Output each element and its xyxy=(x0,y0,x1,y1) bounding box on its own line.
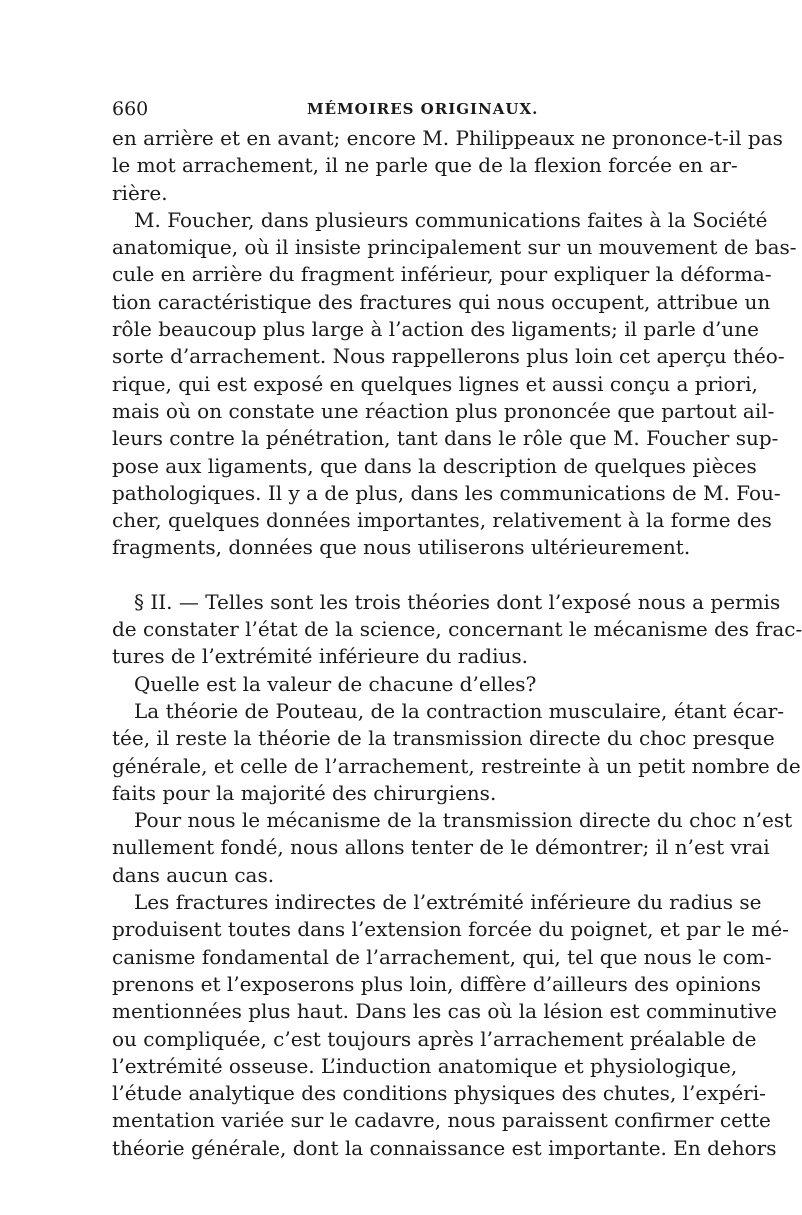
page-number: 660 xyxy=(112,98,149,120)
text-line: leurs contre la pénétration, tant dans le rôle que M. Foucher sup- xyxy=(112,426,779,451)
text-line: produisent toutes dans l’extension forcée du poignet, et par le mé- xyxy=(112,917,789,942)
text-line: Quelle est la valeur de chacune d’elles? xyxy=(134,671,537,696)
text-line: sorte d’arrachement. Nous rappellerons plus loin cet aperçu théo- xyxy=(112,344,785,369)
text-line: § II. — Telles sont les trois théories dont l’exposé nous a permis xyxy=(134,589,781,614)
text-line: pose aux ligaments, que dans la description de quelques pièces xyxy=(112,453,757,478)
text-line: Les fractures indirectes de l’extrémité inférieure du radius se xyxy=(134,890,762,915)
paragraph xyxy=(112,207,797,562)
text-line: rière. xyxy=(112,180,168,205)
text-line: prenons et l’exposerons plus loin, diffère d’ailleurs des opinions xyxy=(112,971,762,996)
text-line: cule en arrière du fragment inférieur, pour expliquer la déforma- xyxy=(112,262,772,287)
text-line: Pour nous le mécanisme de la transmission directe du choc n’est xyxy=(134,808,793,833)
running-title: MÉMOIRES ORIGINAUX. xyxy=(307,100,539,118)
text-line: tures de l’extrémité inférieure du radius. xyxy=(112,644,528,669)
text-line: l’étude analytique des conditions physiques des chutes, l’expéri- xyxy=(112,1081,766,1106)
text-line: le mot arrachement, il ne parle que de la flexion forcée en ar- xyxy=(112,153,738,178)
text-line: ou compliquée, c’est toujours après l’arrachement préalable de xyxy=(112,1026,757,1051)
page-header xyxy=(112,98,697,124)
text-line: anatomique, où il insiste principalement sur un mouvement de bas- xyxy=(112,235,797,260)
text-line: fragments, données que nous utiliserons ultérieurement. xyxy=(112,535,691,560)
paragraph xyxy=(112,125,783,207)
text-line: théorie générale, dont la connaissance est importante. En dehors xyxy=(112,1135,777,1160)
text-line: M. Foucher, dans plusieurs communications faites à la Société xyxy=(134,207,768,232)
text-line: générale, et celle de l’arrachement, restreinte à un petit nombre de xyxy=(112,753,801,778)
paragraph xyxy=(112,671,697,698)
text-line: rique, qui est exposé en quelques lignes et aussi conçu a priori, xyxy=(112,371,758,396)
text-line: dans aucun cas. xyxy=(112,862,275,887)
text-line: l’extrémité osseuse. L’induction anatomique et physiologique, xyxy=(112,1053,738,1078)
paragraph xyxy=(112,807,793,889)
section-gap xyxy=(112,562,697,589)
paragraph xyxy=(112,698,801,807)
paragraph xyxy=(112,589,802,671)
text-line: La théorie de Pouteau, de la contraction musculaire, étant écar- xyxy=(134,698,785,723)
text-line: nullement fondé, nous allons tenter de le démontrer; il n’est vrai xyxy=(112,835,770,860)
text-line: canisme fondamental de l’arrachement, qui, tel que nous le com- xyxy=(112,944,772,969)
text-line: mais où on constate une réaction plus prononcée que partout ail- xyxy=(112,398,775,423)
text-line: en arrière et en avant; encore M. Philippeaux ne prononce-t-il pas xyxy=(112,126,783,150)
text-line: de constater l’état de la science, concernant le mécanisme des frac- xyxy=(112,617,802,642)
paragraph xyxy=(112,889,789,1162)
body-text xyxy=(112,125,802,1162)
text-line: mentionnées plus haut. Dans les cas où la lésion est comminutive xyxy=(112,999,777,1024)
text-line: rôle beaucoup plus large à l’action des ligaments; il parle d’une xyxy=(112,317,760,342)
text-line: tion caractéristique des fractures qui nous occupent, attribue un xyxy=(112,289,771,314)
text-line: pathologiques. Il y a de plus, dans les communications de M. Fou- xyxy=(112,480,781,505)
text-line: mentation variée sur le cadavre, nous paraissent confirmer cette xyxy=(112,1108,771,1133)
text-line: tée, il reste la théorie de la transmission directe du choc presque xyxy=(112,726,775,751)
text-line: cher, quelques données importantes, relativement à la forme des xyxy=(112,508,772,533)
text-line: faits pour la majorité des chirurgiens. xyxy=(112,780,497,805)
